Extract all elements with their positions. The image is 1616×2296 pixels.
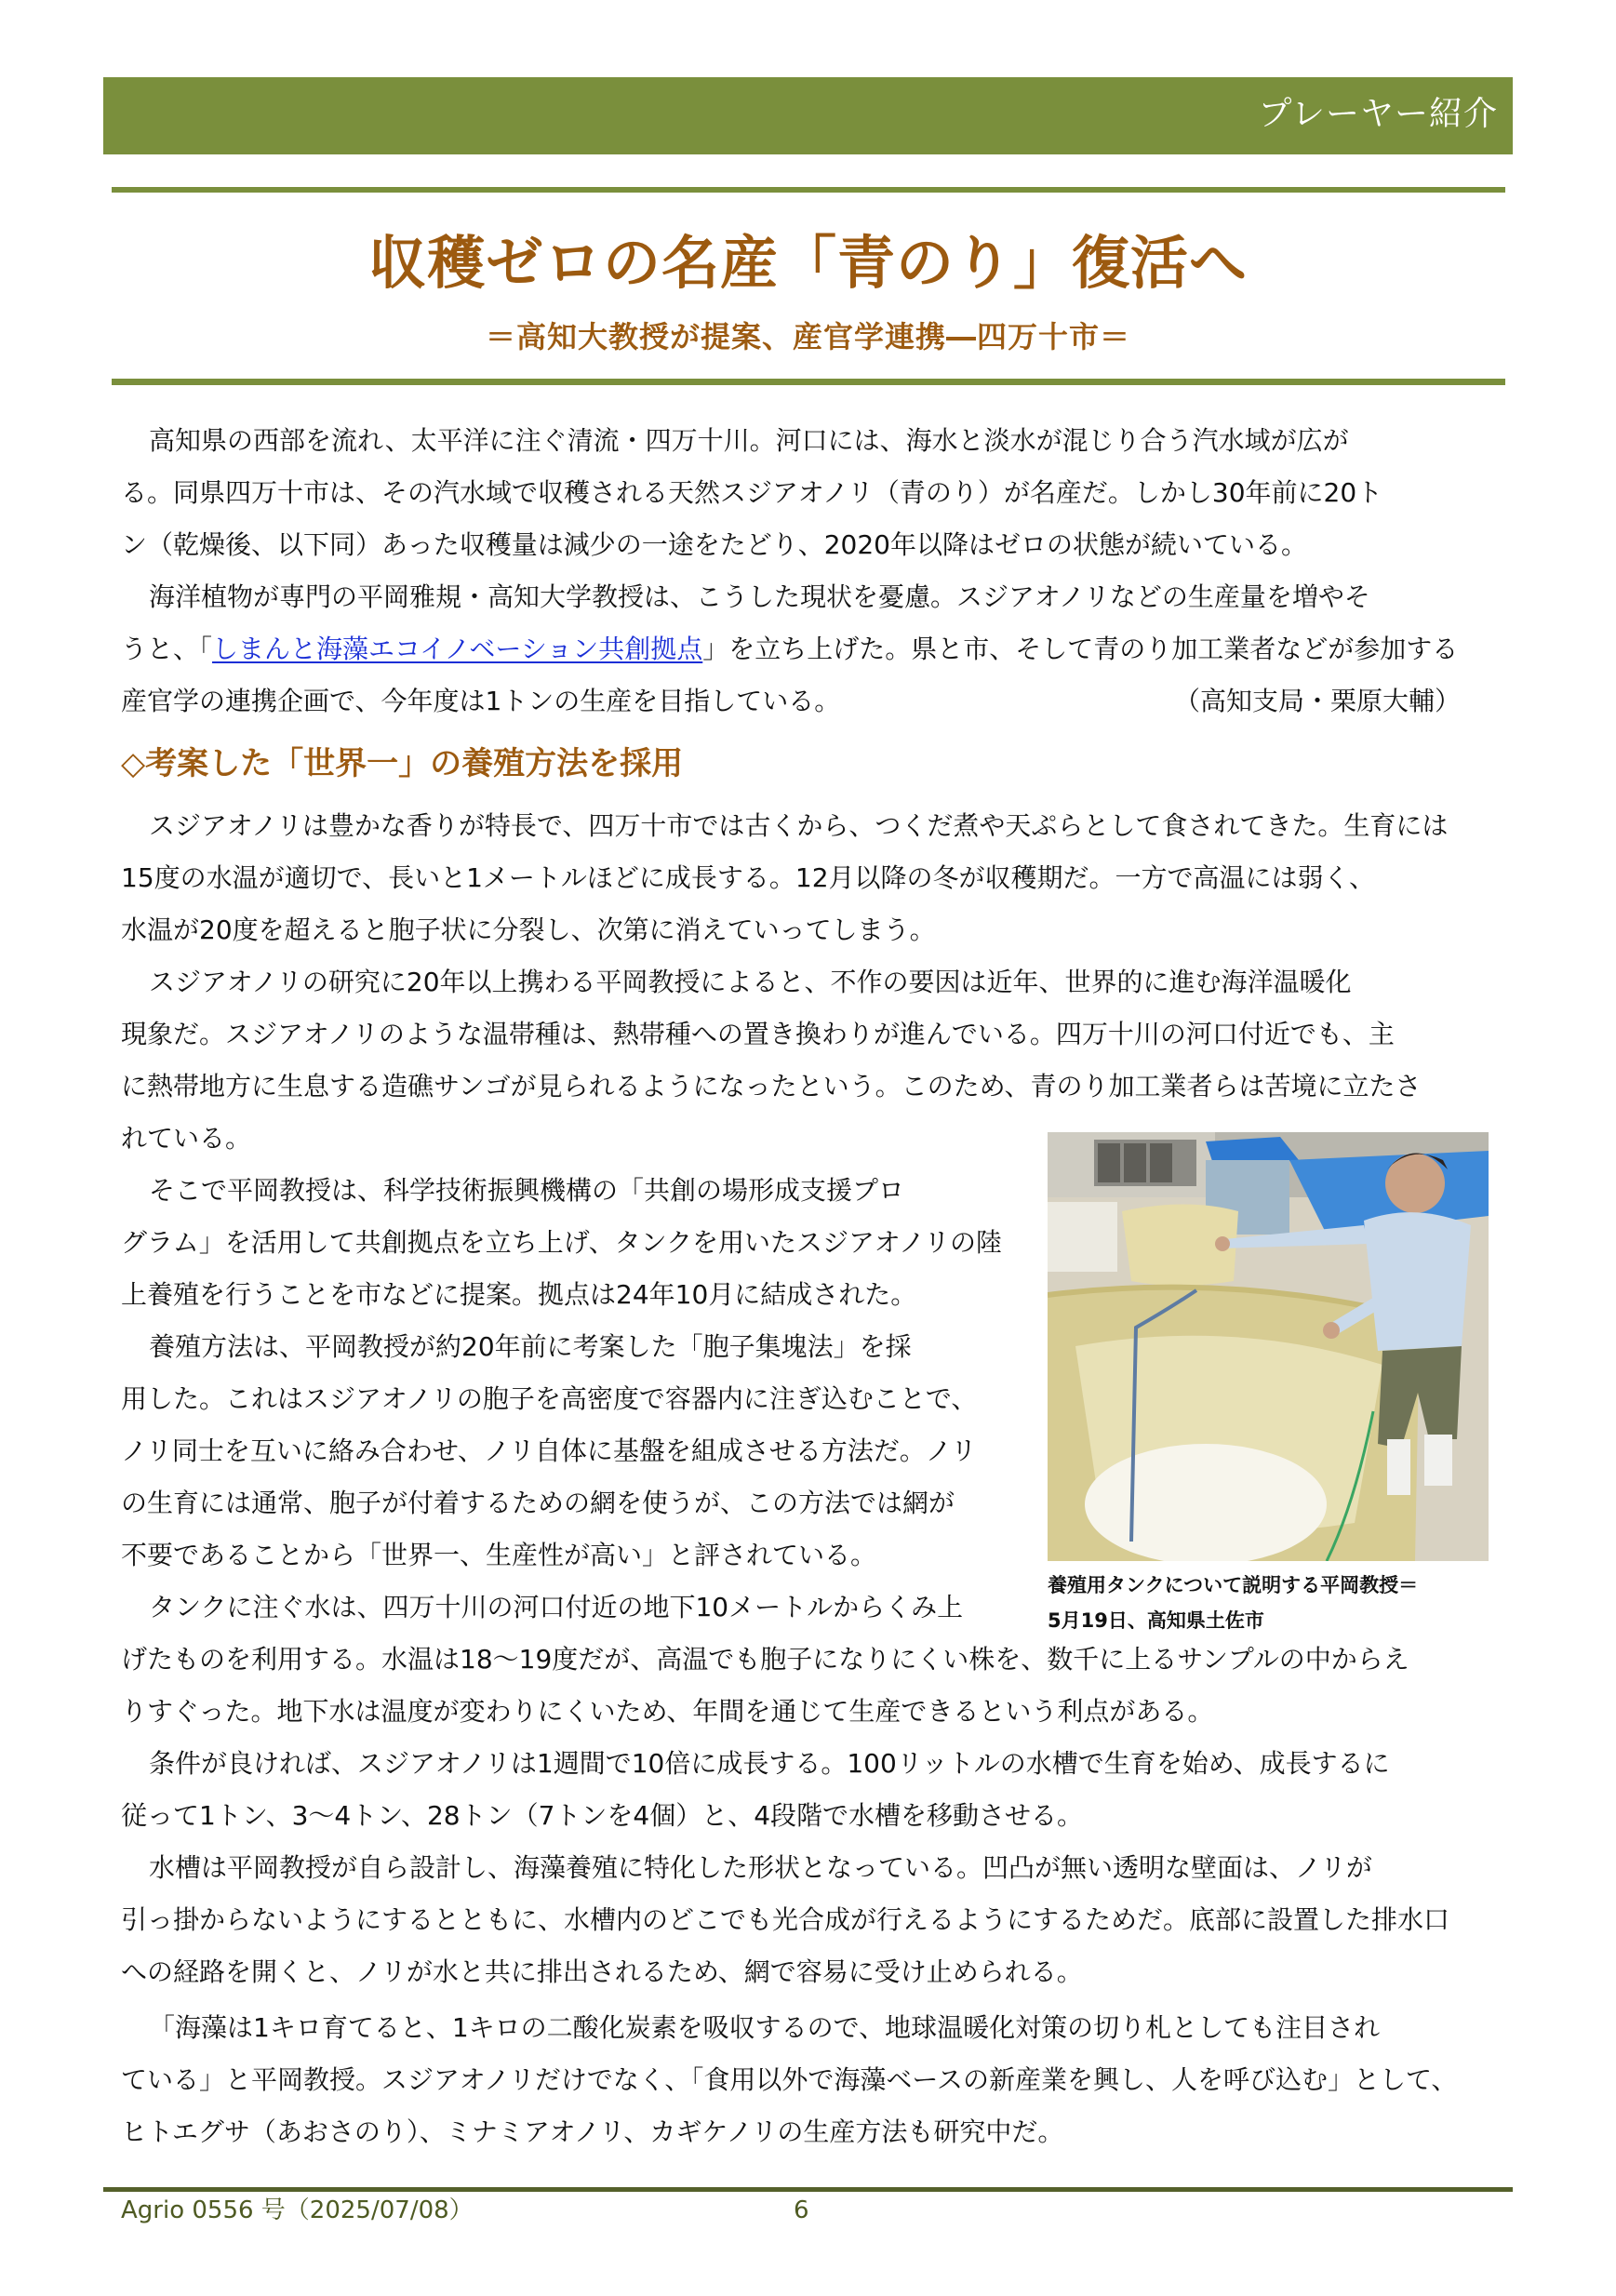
body-line: ノリ同士を互いに絡み合わせ、ノリ自体に基盤を組成させる方法だ。ノリ bbox=[121, 1435, 977, 1466]
body-line: グラム」を活用して共創拠点を立ち上げ、タンクを用いたスジアオノリの陸 bbox=[121, 1227, 1002, 1258]
body-line: 条件が良ければ、スジアオノリは1週間で10倍に成長する。100リットルの水槽で生育を始め、成長するに bbox=[149, 1748, 1390, 1779]
section-label: プレーヤー紹介 bbox=[1258, 95, 1498, 133]
body-line: 現象だ。スジアオノリのような温帯種は、熱帯種への置き換わりが進んでいる。四万十川の河口付近でも、主 bbox=[121, 1019, 1395, 1049]
body-line: 15度の水温が適切で、長いと1メートルほどに成長する。12月以降の冬が収穫期だ。一方で高温には弱く、 bbox=[121, 862, 1375, 893]
body-line: 従って1トン、3～4トン、28トン（7トンを4個）と、4段階で水槽を移動させる。 bbox=[121, 1800, 1084, 1831]
footer-divider bbox=[103, 2187, 1513, 2192]
footer-issue-label: Agrio 0556 号（2025/07/08） bbox=[121, 2196, 474, 2224]
byline: （高知支局・栗原大輔） bbox=[1174, 686, 1462, 716]
article-photo bbox=[1048, 1132, 1489, 1561]
body-line: の生育には通常、胞子が付着するための網を使うが、この方法では網が bbox=[121, 1488, 955, 1518]
lead-link-suffix: 」を立ち上げた。県と市、そして青のり加工業者などが参加する bbox=[702, 634, 1459, 664]
article-title: 収穫ゼロの名産「青のり」復活へ bbox=[367, 229, 1248, 297]
body-line: 用した。これはスジアオノリの胞子を高密度で容器内に注ぎ込むことで、 bbox=[121, 1383, 978, 1414]
body-line: りすぐった。地下水は温度が変わりにくいため、年間を通じて生産できるという利点がある。 bbox=[121, 1696, 1214, 1727]
body-line: そこで平岡教授は、科学技術振興機構の「共創の場形成支援プロ bbox=[149, 1175, 905, 1206]
body-line: ヒトエグサ（あおさのり）、ミナミアオノリ、カギケノリの生産方法も研究中だ。 bbox=[121, 2116, 1064, 2147]
body-line: スジアオノリの研究に20年以上携わる平岡教授によると、不作の要因は近年、世界的に進む海洋温暖化 bbox=[149, 967, 1352, 997]
section-heading: ◇考案した「世界一」の養殖方法を採用 bbox=[121, 745, 684, 782]
body-line: 上養殖を行うことを市などに提案。拠点は24年10月に結成された。 bbox=[121, 1279, 917, 1310]
body-line: への経路を開くと、ノリが水と共に排出されるため、網で容易に受け止められる。 bbox=[121, 1956, 1083, 1987]
divider-top bbox=[112, 187, 1505, 193]
body-line: 不要であることから「世界一、生産性が高い」と評されている。 bbox=[121, 1540, 877, 1570]
body-line: げたものを利用する。水温は18～19度だが、高温でも胞子になりにくい株を、数千に上るサンプルの中からえ bbox=[121, 1644, 1409, 1675]
body-line: れている。 bbox=[121, 1123, 252, 1154]
body-line: 水槽は平岡教授が自ら設計し、海藻養殖に特化した形状となっている。凹凸が無い透明な壁面は、ノリが bbox=[149, 1852, 1372, 1883]
lead-line: 海洋植物が専門の平岡雅規・高知大学教授は、こうした現状を憂慮。スジアオノリなどの生産量を増やそ bbox=[149, 581, 1370, 612]
lead-link-prefix: うと、「 bbox=[121, 634, 213, 664]
body-line: 養殖方法は、平岡教授が約20年前に考案した「胞子集塊法」を採 bbox=[149, 1331, 912, 1362]
divider-under-title bbox=[112, 379, 1505, 385]
photo-caption-line: 養殖用タンクについて説明する平岡教授＝ bbox=[1048, 1574, 1419, 1596]
body-line: に熱帯地方に生息する造礁サンゴが見られるようになったという。このため、青のり加工業者らは苦境に立たさ bbox=[121, 1071, 1422, 1101]
article-subtitle: ＝高知大教授が提案、産官学連携―四万十市＝ bbox=[485, 319, 1130, 354]
lead-line: る。同県四万十市は、その汽水域で収穫される天然スジアオノリ（青のり）が名産だ。しかし30年前に20ト bbox=[121, 477, 1383, 508]
body-line: タンクに注ぐ水は、四万十川の河口付近の地下10メートルからくみ上 bbox=[149, 1592, 964, 1622]
body-line: 引っ掛からないようにするとともに、水槽内のどこでも光合成が行えるようにするためだ。底部に設置した排水口 bbox=[121, 1904, 1450, 1935]
body-line: ている」と平岡教授。スジアオノリだけでなく、「食用以外で海藻ベースの新産業を興し、人を呼び込む」として、 bbox=[121, 2064, 1458, 2095]
tank-photo-illustration bbox=[1048, 1132, 1489, 1561]
body-line: 「海藻は1キロ育てると、1キロの二酸化炭素を吸収するので、地球温暖化対策の切り札としても注目され bbox=[149, 2012, 1381, 2043]
body-line: 水温が20度を超えると胞子状に分裂し、次第に消えていってしまう。 bbox=[121, 914, 936, 945]
body-line: スジアオノリは豊かな香りが特長で、四万十市では古くから、つくだ煮や天ぷらとして食されてきた。生育には bbox=[149, 810, 1449, 841]
photo-caption-line: 5月19日、高知県土佐市 bbox=[1048, 1609, 1264, 1632]
kyoso-kyoten-link[interactable]: しまんと海藻エコイノベーション共創拠点 bbox=[212, 634, 703, 664]
lead-line-with-link bbox=[121, 631, 1458, 668]
lead-line: 高知県の西部を流れ、太平洋に注ぐ清流・四万十川。河口には、海水と淡水が混じり合う汽水域が広が bbox=[149, 425, 1349, 456]
section-header-bar bbox=[103, 77, 1513, 154]
lead-line: 産官学の連携企画で、今年度は1トンの生産を目指している。 bbox=[121, 686, 841, 716]
page-number: 6 bbox=[794, 2196, 809, 2224]
lead-line: ン（乾燥後、以下同）あった収穫量は減少の一途をたどり、2020年以降はゼロの状態が続いている。 bbox=[121, 529, 1307, 560]
